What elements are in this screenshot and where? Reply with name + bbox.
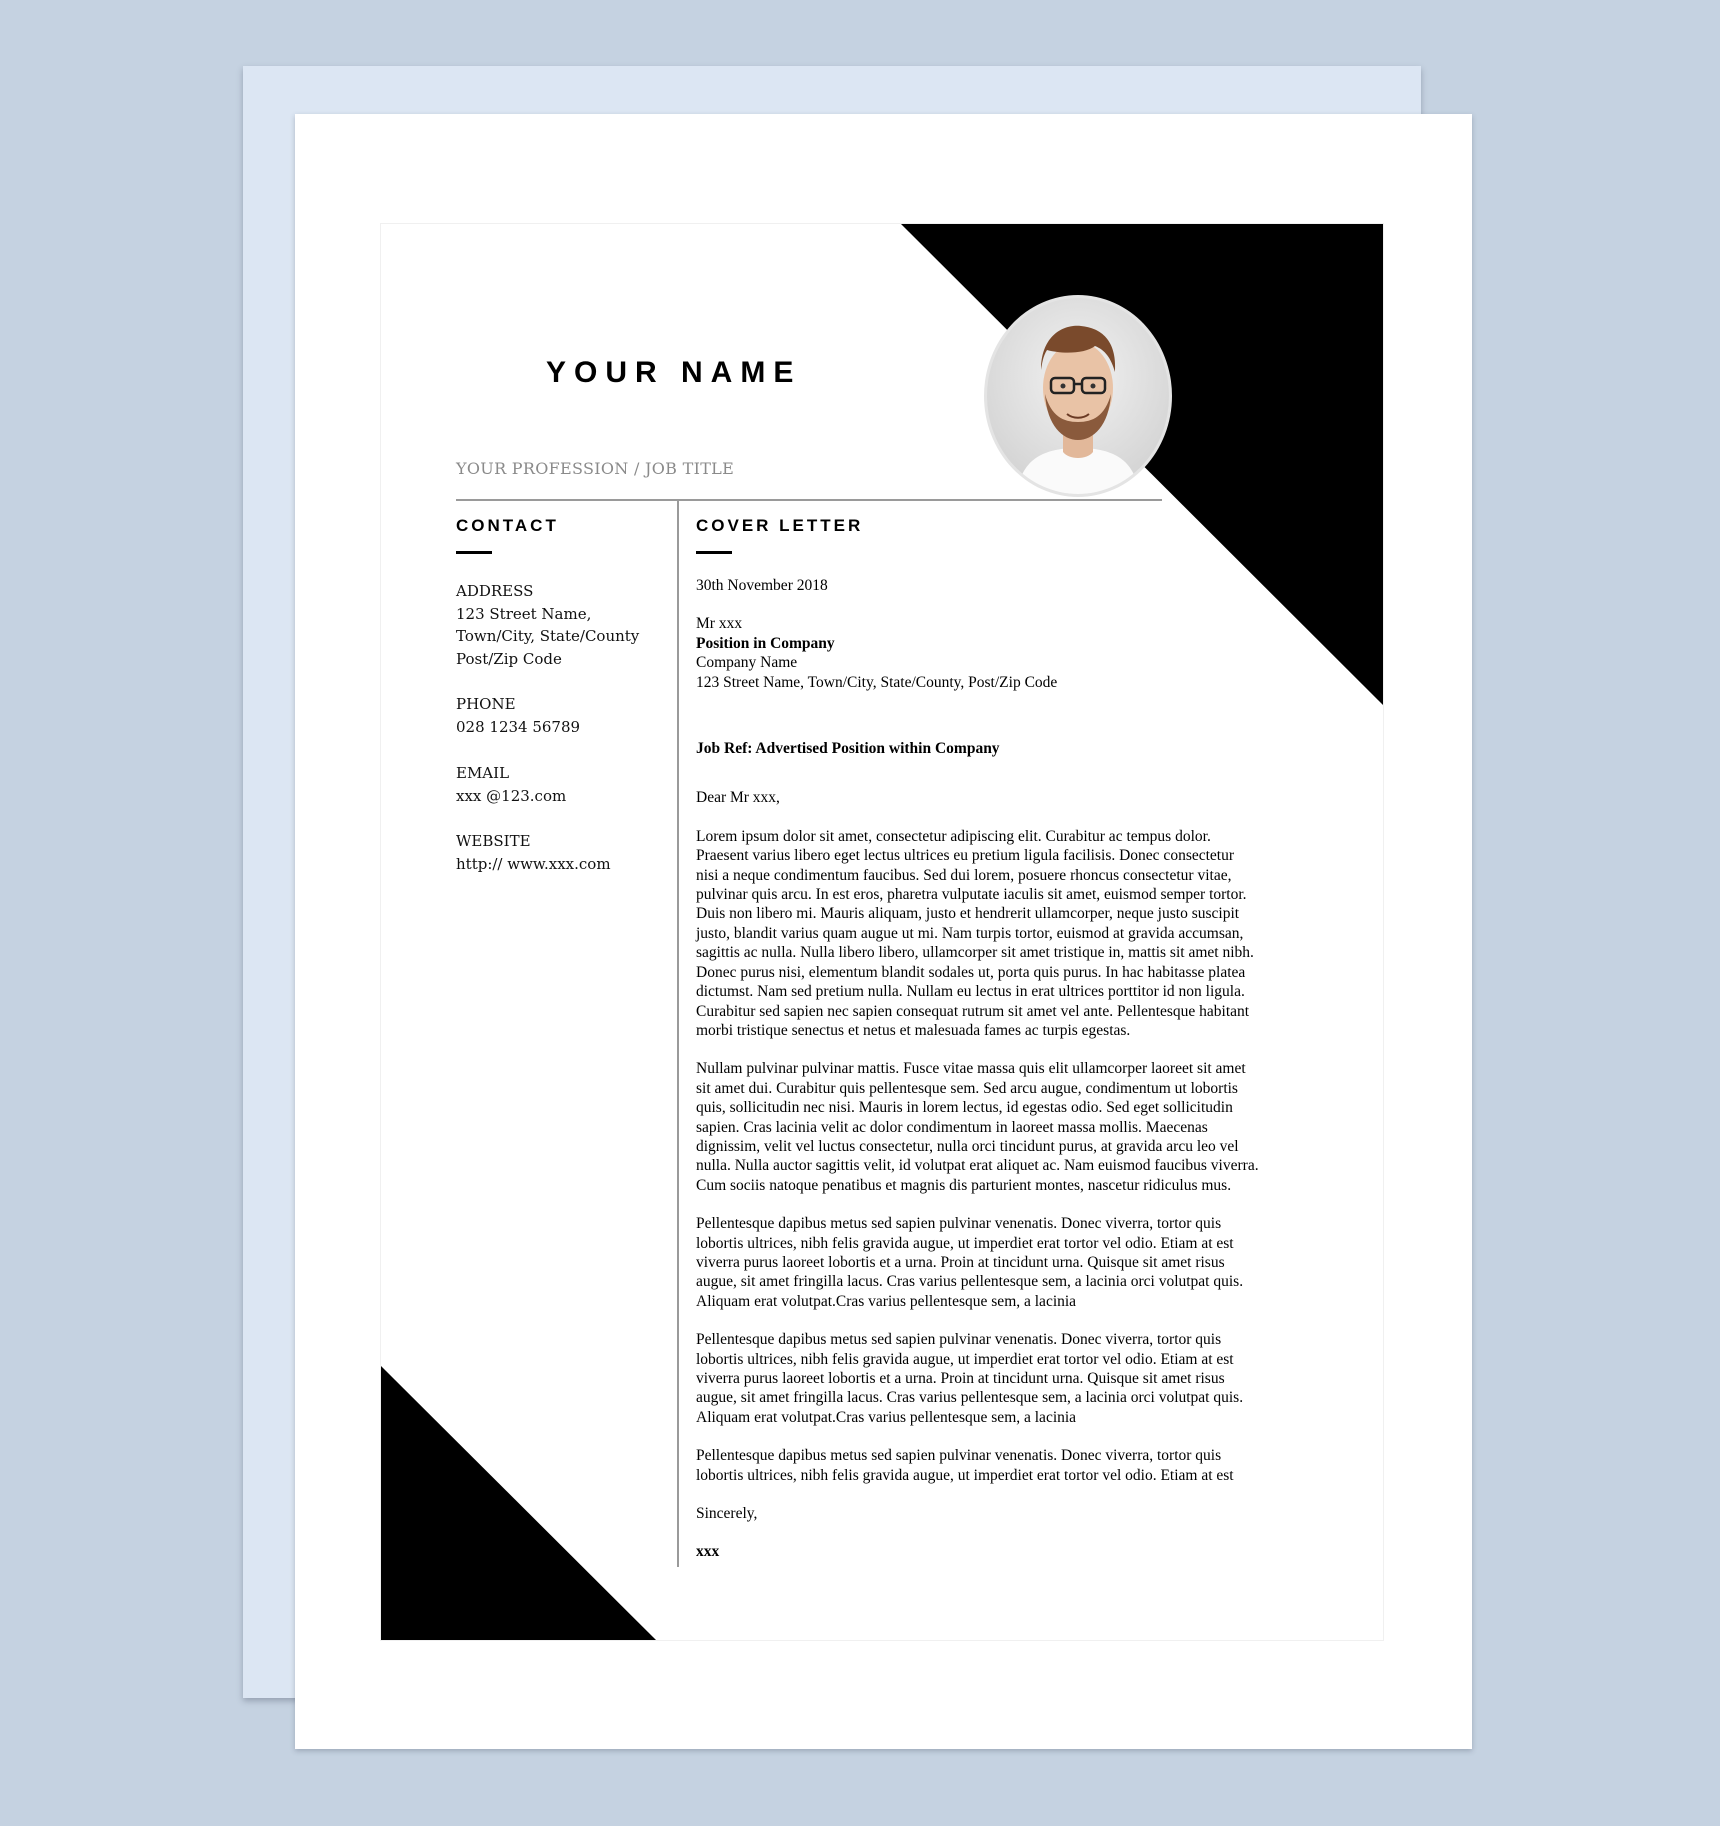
decorative-triangle-bottom xyxy=(381,1366,656,1640)
address-line: Town/City, State/County xyxy=(456,627,640,645)
paragraph-line: Donec purus nisi, elementum blandit sodales ut, porta quis purus. In hac habitasse platea xyxy=(696,963,1246,981)
paragraph-line: viverra purus laoreet lobortis et a urna. Proin at tincidunt urna. Quisque sit amet risus xyxy=(696,1253,1225,1271)
paragraph-line: lobortis ultrices, nibh felis gravida augue, ut imperdiet erat tortor vel odio. Etiam at est xyxy=(696,1350,1234,1368)
website-block xyxy=(456,830,611,875)
recipient-address: 123 Street Name, Town/City, State/County, Post/Zip Code xyxy=(696,673,1058,691)
paragraph-line: lobortis ultrices, nibh felis gravida augue, ut imperdiet erat tortor vel odio. Etiam at est xyxy=(696,1466,1234,1484)
paragraph-line: Praesent varius libero eget lectus ultrices eu pretium ligula facilisis. Donec consectetur xyxy=(696,847,1235,865)
phone-block xyxy=(456,693,580,738)
job-title: YOUR PROFESSION / JOB TITLE xyxy=(456,459,735,478)
paragraph xyxy=(696,1059,1336,1195)
paragraph-line: quis, sollicitudin nec nisi. Mauris in lorem lectus, id egestas odio. Sed eget sollicitudin xyxy=(696,1099,1233,1117)
email-label: EMAIL xyxy=(456,764,510,782)
candidate-name: YOUR NAME xyxy=(546,356,802,389)
paragraph-line: lobortis ultrices, nibh felis gravida augue, ut imperdiet erat tortor vel odio. Etiam at est xyxy=(696,1234,1234,1252)
letter-date: 30th November 2018 xyxy=(696,577,828,594)
paragraph-line: nulla. Nulla auctor sagittis velit, id volutpat erat aliquet ac. Nam euismod faucibus viverra. xyxy=(696,1157,1259,1175)
email-value: xxx @123.com xyxy=(456,786,567,805)
front-sheet xyxy=(295,114,1472,1749)
cover-letter-heading-rule xyxy=(696,551,732,554)
paragraph-line: Curabitur sed sapien nec sapien consequat rutrum sit amet vel ante. Pellentesque habitant xyxy=(696,1002,1250,1020)
address-block xyxy=(456,580,639,670)
cover-letter-body xyxy=(696,576,1336,1562)
paragraph-line: Pellentesque dapibus metus sed sapien pulvinar venenatis. Donec viverra, tortor quis xyxy=(696,1215,1222,1233)
paragraph-line: viverra purus laoreet lobortis et a urna. Proin at tincidunt urna. Quisque sit amet risus xyxy=(696,1370,1225,1387)
recipient-name: Mr xxx xyxy=(696,615,743,633)
paragraph xyxy=(696,1330,1336,1427)
paragraph xyxy=(696,1214,1336,1311)
paragraph-line: Aliquam erat volutpat.Cras varius pellentesque sem, a lacinia xyxy=(696,1292,1077,1310)
paragraph-line: nisi a neque condimentum faucibus. Sed dui lorem, posuere rhoncus consectetur vitae, xyxy=(696,866,1232,884)
recipient-company: Company Name xyxy=(696,654,798,672)
signature: xxx xyxy=(696,1543,720,1561)
paragraph xyxy=(696,1446,1336,1485)
address-label: ADDRESS xyxy=(456,582,534,600)
paragraph-line: morbi tristique senectus et netus et malesuada fames ac turpis egestas. xyxy=(696,1021,1131,1039)
profile-photo xyxy=(984,295,1172,497)
header-divider xyxy=(456,499,1162,501)
paragraph-line: Aliquam erat volutpat.Cras varius pellentesque sem, a lacinia xyxy=(696,1408,1077,1426)
website-value: http:// www.xxx.com xyxy=(456,854,611,873)
email-block xyxy=(456,762,566,807)
paragraph-line: sit amet dui. Curabitur quis pellentesque sem. Sed arcu augue, condimentum ut lobortis xyxy=(696,1079,1238,1097)
contact-heading-rule xyxy=(456,551,492,554)
contact-heading: CONTACT xyxy=(456,516,559,535)
paragraph-line: augue, sit amet fringilla lacus. Cras varius pellentesque sem, a lacinia orci volutpat quis. xyxy=(696,1389,1244,1407)
paragraph-line: Pellentesque dapibus metus sed sapien pulvinar venenatis. Donec viverra, tortor quis xyxy=(696,1447,1222,1465)
salutation: Dear Mr xxx, xyxy=(696,789,780,807)
paragraph-line: Cum sociis natoque penatibus et magnis dis parturient montes, nascetur ridiculus mus. xyxy=(696,1176,1232,1194)
paragraph-line: sapien. Cras lacinia velit ac dolor condimentum in laoreet massa mollis. Maecenas xyxy=(696,1118,1208,1136)
job-reference: Job Ref: Advertised Position within Company xyxy=(696,740,1000,758)
recipient-position: Position in Company xyxy=(696,634,835,652)
closing: Sincerely, xyxy=(696,1505,758,1523)
paragraph-line: Duis non libero mi. Mauris aliquam, justo et hendrerit ullamcorper, neque justo suscipit xyxy=(696,905,1240,923)
resume-document xyxy=(381,224,1383,1640)
paragraph-line: Nullam pulvinar pulvinar mattis. Fusce vitae massa quis elit ullamcorper laoreet sit amet xyxy=(696,1060,1246,1078)
cover-letter-heading: COVER LETTER xyxy=(696,516,864,535)
paragraph-line: sagittis ac nulla. Nulla libero libero, ullamcorper sit amet tristique in, mattis sit amet nibh. xyxy=(696,944,1254,962)
address-line: Post/Zip Code xyxy=(456,649,562,668)
paragraph-line: augue, sit amet fringilla lacus. Cras varius pellentesque sem, a lacinia orci volutpat quis. xyxy=(696,1273,1244,1291)
recipient-block xyxy=(696,614,1336,692)
paragraph-line: justo, blandit varius quam augue ut mi. Nam turpis tortor, euismod at gravida accumsan, xyxy=(696,924,1244,942)
paragraph xyxy=(696,827,1336,1040)
paragraph-line: dignissim, velit vel luctus consectetur, nulla orci tincidunt purus, at gravida arcu leo vel xyxy=(696,1137,1239,1155)
phone-value: 028 1234 56789 xyxy=(456,717,581,736)
phone-label: PHONE xyxy=(456,695,516,713)
paragraph-line: dictumst. Nam sed pretium nulla. Nullam eu lectus in erat ultrices porttitor id non ligula. xyxy=(696,983,1245,1001)
website-label: WEBSITE xyxy=(456,832,531,850)
column-divider xyxy=(677,501,679,1567)
paragraph-line: Pellentesque dapibus metus sed sapien pulvinar venenatis. Donec viverra, tortor quis xyxy=(696,1331,1222,1349)
address-line: 123 Street Name, xyxy=(456,604,592,623)
paragraph-line: pulvinar quis arcu. In est eros, pharetra vulputate iaculis sit amet, euismod semper tortor. xyxy=(696,886,1247,904)
paragraph-line: Lorem ipsum dolor sit amet, consectetur adipiscing elit. Curabitur ac tempus dolor. xyxy=(696,827,1211,845)
